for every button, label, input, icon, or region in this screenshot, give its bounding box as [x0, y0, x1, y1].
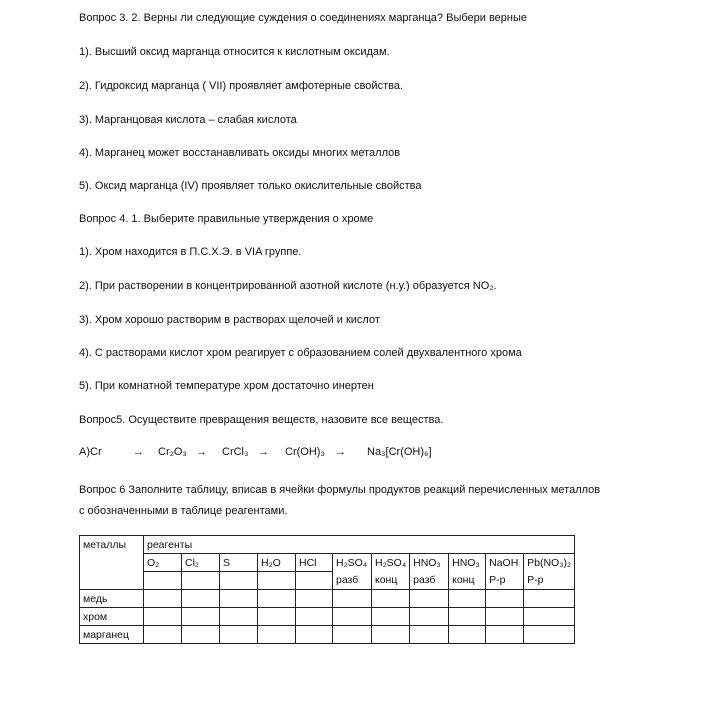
reagent-note — [144, 572, 182, 590]
reagent-note — [220, 572, 258, 590]
answer-cell[interactable] — [144, 626, 182, 644]
question-3-item-1: 1). Высший оксид марганца относится к кислотным оксидам. — [79, 46, 390, 58]
question-6-title: Вопрос 6 Заполните таблицу, вписав в ячейки формулы продуктов реакций перечисленных металлов — [79, 484, 601, 496]
table-group-header: реагенты — [144, 536, 575, 554]
reagent-header: HNO₃ — [410, 554, 449, 572]
reagent-header: H₂O — [258, 554, 296, 572]
chain-substance: CrCl₃ — [222, 446, 249, 458]
reagent-header: S — [220, 554, 258, 572]
reagent-header: Pb(NO₃)₂ — [524, 554, 575, 572]
question-4-item-5: 5). При комнатной температуре хром достаточно инертен — [79, 380, 374, 392]
metal-label: хром — [80, 608, 144, 626]
question-3-item-4: 4). Марганец может восстанавливать оксиды многих металлов — [79, 147, 401, 159]
answer-cell[interactable] — [258, 608, 296, 626]
answer-cell[interactable] — [486, 608, 524, 626]
table-corner-cell — [80, 554, 144, 572]
question-6-title-cont: с обозначенными в таблице реагентами. — [79, 505, 288, 517]
answer-cell[interactable] — [182, 590, 220, 608]
question-3-item-2: 2). Гидроксид марганца ( VII) проявляет амфотерные свойства. — [79, 80, 403, 92]
answer-cell[interactable] — [486, 590, 524, 608]
table-corner-cell — [80, 572, 144, 590]
question-4-item-2: 2). При растворении в концентрированной азотной кислоте (н.у.) образуется NO₂. — [79, 280, 497, 292]
metal-label: медь — [80, 590, 144, 608]
answer-cell[interactable] — [220, 608, 258, 626]
reagent-note: конц — [372, 572, 410, 590]
arrow-icon: → — [258, 446, 269, 458]
answer-cell[interactable] — [333, 626, 372, 644]
chain-substance: Na₃[Cr(OH)₆] — [367, 446, 432, 458]
reagent-note: Р-р — [486, 572, 524, 590]
answer-cell[interactable] — [410, 626, 449, 644]
answer-cell[interactable] — [410, 608, 449, 626]
answer-cell[interactable] — [220, 590, 258, 608]
reagent-note — [258, 572, 296, 590]
metal-label: марганец — [80, 626, 144, 644]
answer-cell[interactable] — [296, 590, 333, 608]
arrow-icon: → — [335, 446, 346, 458]
answer-cell[interactable] — [372, 590, 410, 608]
answer-cell[interactable] — [524, 608, 575, 626]
arrow-icon: → — [196, 446, 207, 458]
answer-cell[interactable] — [524, 590, 575, 608]
answer-cell[interactable] — [220, 626, 258, 644]
answer-cell[interactable] — [144, 590, 182, 608]
reagent-header: H₂SO₄ — [372, 554, 410, 572]
chain-substance: Cr(OH)₃ — [285, 446, 325, 458]
question-3-item-5: 5). Оксид марганца (IV) проявляет только окислительные свойства — [79, 180, 422, 192]
answer-cell[interactable] — [449, 608, 486, 626]
reagent-header: Cl₂ — [182, 554, 220, 572]
chain-substance: Cr₂O₃ — [158, 446, 187, 458]
answer-cell[interactable] — [372, 608, 410, 626]
answer-cell[interactable] — [372, 626, 410, 644]
reagent-note: разб — [410, 572, 449, 590]
chain-start: А)Cr — [79, 446, 102, 458]
answer-cell[interactable] — [182, 626, 220, 644]
reagent-note — [182, 572, 220, 590]
answer-cell[interactable] — [182, 608, 220, 626]
question-4-item-3: 3). Хром хорошо растворим в растворах щелочей и кислот — [79, 314, 380, 326]
reagent-header: H₂SO₄ — [333, 554, 372, 572]
conversion-chain — [79, 446, 499, 462]
answer-cell[interactable] — [258, 590, 296, 608]
reagent-note — [296, 572, 333, 590]
reagent-header: O₂ — [144, 554, 182, 572]
reagent-header: HCl — [296, 554, 333, 572]
reagent-note: Р-р — [524, 572, 575, 590]
answer-cell[interactable] — [524, 626, 575, 644]
answer-cell[interactable] — [410, 590, 449, 608]
answer-cell[interactable] — [296, 626, 333, 644]
question-5-title: Вопрос5. Осуществите превращения веществ, назовите все вещества. — [79, 414, 444, 426]
reagent-note: разб — [333, 572, 372, 590]
table-corner-header: металлы — [80, 536, 144, 554]
reagents-table — [79, 535, 575, 644]
question-4-item-4: 4). С растворами кислот хром реагирует с образованием солей двухвалентного хрома — [79, 347, 522, 359]
question-4-title: Вопрос 4. 1. Выберите правильные утверждения о хроме — [79, 213, 374, 225]
answer-cell[interactable] — [449, 590, 486, 608]
arrow-icon: → — [133, 446, 144, 458]
answer-cell[interactable] — [144, 608, 182, 626]
question-4-item-1: 1). Хром находится в П.С.Х.Э. в VIA группе. — [79, 246, 302, 258]
reagent-header: HNO₃ — [449, 554, 486, 572]
answer-cell[interactable] — [258, 626, 296, 644]
reagent-note: конц — [449, 572, 486, 590]
answer-cell[interactable] — [333, 590, 372, 608]
answer-cell[interactable] — [449, 626, 486, 644]
answer-cell[interactable] — [486, 626, 524, 644]
answer-cell[interactable] — [333, 608, 372, 626]
answer-cell[interactable] — [296, 608, 333, 626]
question-3-item-3: 3). Марганцовая кислота – слабая кислота — [79, 114, 297, 126]
reagent-header: NaOH — [486, 554, 524, 572]
question-3-title: Вопрос 3. 2. Верны ли следующие суждения о соединениях марганца? Выбери верные — [79, 12, 528, 24]
